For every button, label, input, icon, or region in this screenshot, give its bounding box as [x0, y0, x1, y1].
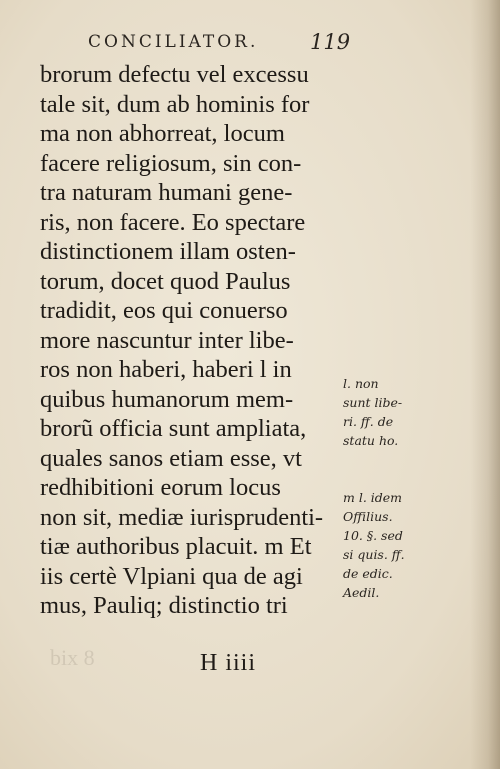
running-head: CONCILIATOR.: [88, 32, 259, 52]
text-line: tra naturam humani gene-: [40, 179, 293, 206]
text-line: tradidit, eos qui conuerso: [40, 297, 288, 324]
margin-note-line: de edic.: [343, 566, 393, 581]
margin-note-line: m l. idem: [343, 490, 403, 505]
page-number: 119: [310, 30, 351, 54]
margin-note-line: Offilius.: [343, 509, 393, 524]
text-line: torum, docet quod Paulus: [40, 267, 291, 295]
text-line: quibus humanorum mem-: [40, 385, 294, 413]
margin-notes: [343, 374, 418, 640]
margin-note-line: si quis. ff.: [343, 547, 405, 562]
margin-note-line: ri. ff. de: [343, 414, 394, 429]
text-line: ros non haberi, haberi l in: [40, 356, 292, 383]
body-text: [40, 60, 350, 621]
margin-note: [343, 374, 418, 450]
text-line: ma non abhorreat, locum: [40, 120, 285, 147]
text-line: redhibitioni eorum locus: [40, 474, 281, 501]
margin-note: [343, 488, 418, 602]
margin-note-line: Aedil.: [343, 585, 380, 600]
text-line: more nascuntur inter libe-: [40, 326, 294, 354]
margin-note-line: statu ho.: [343, 433, 399, 448]
text-line: brorum defectu vel excessu: [40, 61, 309, 88]
margin-note-line: sunt libe-: [343, 395, 403, 410]
text-line: brorũ officia sunt ampliata,: [40, 415, 307, 442]
bleed-through-text: bix 8: [50, 645, 95, 670]
text-line: distinctionem illam osten-: [40, 238, 296, 265]
page-gutter-shadow: [470, 0, 500, 769]
text-line: iis certè Vlpiani qua de agi: [40, 562, 303, 590]
signature-mark: H iiii: [200, 650, 257, 676]
margin-note-line: l. non: [343, 376, 379, 391]
text-line: tiæ authoribus placuit. m Et: [40, 533, 312, 560]
margin-note-line: 10. §. sed: [343, 528, 403, 543]
page-header: [88, 30, 388, 60]
text-line: quales sanos etiam esse, vt: [40, 444, 302, 472]
text-line: facere religiosum, sin con-: [40, 149, 302, 177]
text-line: ris, non facere. Eo spectare: [40, 208, 306, 236]
text-line: mus, Pauliq; distinctio tri: [40, 592, 288, 619]
text-line: non sit, mediæ iurisprudenti-: [40, 503, 324, 531]
text-line: tale sit, dum ab hominis for: [40, 90, 310, 118]
